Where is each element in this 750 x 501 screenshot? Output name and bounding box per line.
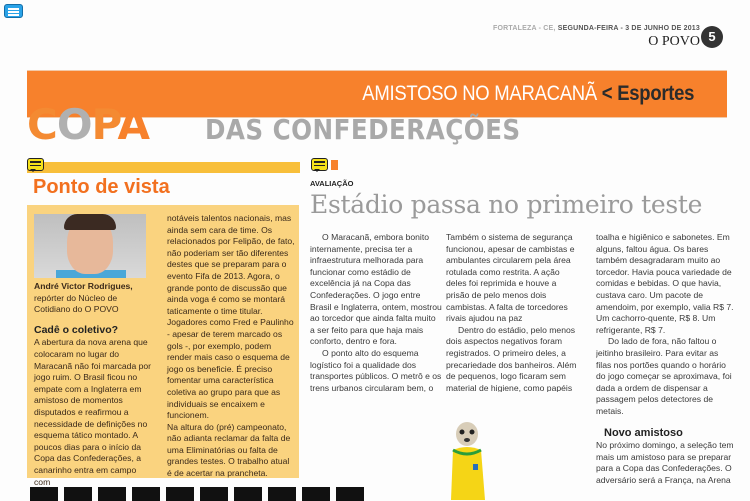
article-paragraph: toalha e higiênico e sabonetes. Em alguns, faltou água. Os bares também desagradaram muito ao torcedor. Havia pouca variedade de comidas e bebidas. O que havia, custava caro. Um pacote de amendoim, por exemplo, valia R$ 7. Um cachorro-quente, R$ 8. Um refrigerante, R$ 7. [596, 232, 734, 335]
page-number: 5 [701, 26, 723, 48]
article-paragraph: O ponto alto do esquema logístico foi a qualidade dos transportes públicos. O metrô e os trens urbanos circularam bem, o [310, 347, 442, 392]
opinion-text-3: Na altura do (pré) campeonato, não adianta reclamar da falta de uma Eliminatórias ou falta de grandes testes. O trabalho atual é de acertar na prancheta. [167, 421, 291, 479]
opinion-title: Ponto de vista [33, 176, 170, 198]
section-topic: AMISTOSO NO MARACANÃ [362, 82, 597, 105]
article-col-2 [446, 232, 582, 392]
section-name: Esportes [617, 82, 694, 105]
article-headline: Estádio passa no primeiro teste [310, 190, 703, 219]
meerkat-mascot-illustration [447, 420, 492, 500]
opinion-bar [27, 162, 300, 173]
opinion-col-1 [34, 281, 152, 488]
article-col-1 [310, 232, 442, 392]
author-photo [34, 214, 146, 278]
author-name: André Victor Rodrigues, [34, 281, 133, 291]
comment-icon[interactable] [4, 4, 23, 18]
article-paragraph: O Maracanã, embora bonito internamente, precisa ter a infraestrutura melhorada para funcionar como estádio de excelência já na Copa das Confederações. O jogo entre Brasil e Inglaterra, ontem, mostrou ao torcedor que ainda falta muito a ser feito para que haja mais conforto, dentro e fora. [310, 232, 442, 347]
article-paragraph: No próximo domingo, a seleção tem mais um amistoso para se preparar para a Copa das Confederações. O adversário será a França, na Arena [596, 440, 734, 485]
copa-logo: COPA [27, 100, 149, 149]
orange-square [331, 160, 338, 170]
dateline [493, 25, 700, 32]
separator: < [601, 82, 613, 105]
article-paragraph: Também o sistema de segurança funcionou, apesar de cambistas e ambulantes circularem pela área rotulada como restrita. A ação deles foi reprimida e houve a prisão de pelo menos dois cambistas. A falta de torcedores rivais ajudou na paz [446, 232, 575, 324]
article-paragraph: Do lado de fora, não faltou o jeitinho brasileiro. Para evitar as filas nos portões quando o horário do jogo começar se aproximava, foi dada a ordem de dispensar a passagem pelos detectores de metais. [596, 336, 732, 416]
opinion-subheading: Cadê o coletivo? [34, 323, 119, 336]
article-kicker: AVALIAÇÃO [310, 179, 354, 188]
dateline-city: FORTALEZA - CE, [493, 25, 556, 32]
comment-bubble-icon [311, 158, 328, 171]
next-headline-cropped [30, 487, 370, 501]
article-subheading: Novo amistoso [604, 426, 683, 439]
author-role: repórter do Núcleo de Cotidiano do O POVO [34, 292, 119, 315]
dateline-date: SEGUNDA-FEIRA - 3 DE JUNHO DE 2013 [557, 25, 700, 32]
article-col-3 [596, 232, 734, 487]
opinion-text-2: notáveis talentos nacionais, mas ainda sem cara de time. Os relacionados por Felipão, de fato, não poderiam ser tão diferentes destes que se preparam para o evento Fifa de 2013. Agora, o grande ponto de discussão que ainda voga é como se montará taticamente o time titular. Jogadores como Fred e Paulinho - apesar de terem marcado os gols -, por exemplo, podem render mais caso o esquema de jogo os beneficie. É preciso fomentar uma característica coletiva ao grupo para que as individuais se encaixem e funcionem. [167, 213, 295, 421]
newspaper-brand: O POVO [648, 34, 700, 49]
opinion-col-2 [167, 213, 295, 480]
article-paragraph: Dentro do estádio, pelo menos dois aspectos negativos foram registrados. O primeiro deles, a precariedade dos banheiros. Além de pequenos, logo ficaram sem material de higiene, como papéis [446, 324, 577, 392]
logo-subtitle: DAS CONFEDERAÇÕES [205, 113, 521, 146]
comment-bubble-icon [27, 158, 44, 171]
opinion-text-1: A abertura da nova arena que colocaram no lugar do Maracanã não foi marcada por jogo ruim. O Brasil ficou no empate com a Inglaterra em amistoso de momentos disputados e reafirmou a necessidade de definições no esquema tático montado. A poucos dias para o início da Copa das Confederações, a canarinho entra em campo com [34, 337, 152, 487]
